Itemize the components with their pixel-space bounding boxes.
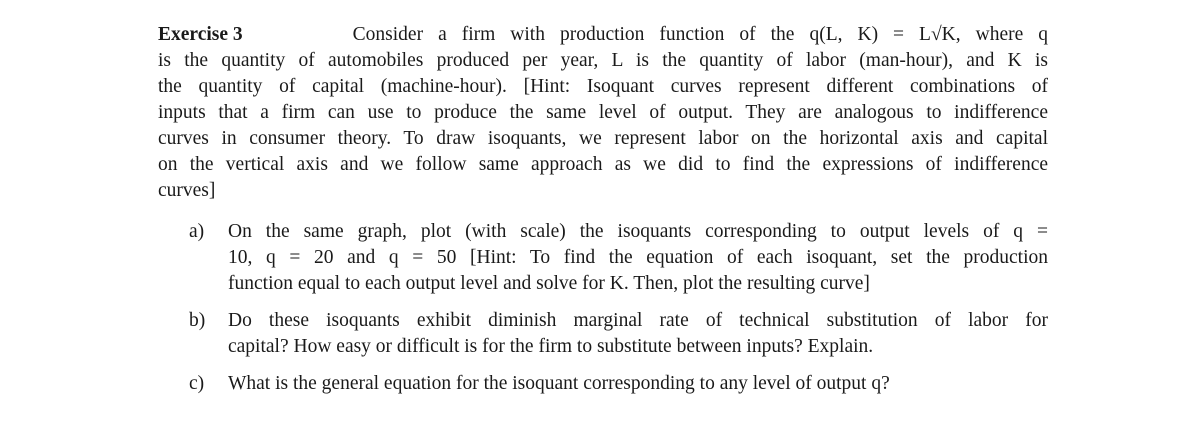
item-marker: b) — [189, 310, 206, 331]
intro-line-1 — [158, 22, 1048, 48]
question-text-line: function equal to each output level and solve for K. Then, plot the resulting curve] — [228, 273, 870, 294]
intro-text-line: is the quantity of automobiles produced per year, L is the quantity of labor (man-hour), and K is — [158, 50, 1048, 71]
intro-text-line: inputs that a firm can use to produce the same level of output. They are analogous to indifference — [158, 102, 1048, 123]
question-item-b — [158, 308, 1048, 360]
question-item-a — [158, 219, 1048, 297]
question-text-line: What is the general equation for the isoquant corresponding to any level of output q? — [228, 373, 890, 394]
question-text-line: 10, q = 20 and q = 50 [Hint: To find the equation of each isoquant, set the production — [228, 247, 1048, 268]
intro-text-line: on the vertical axis and we follow same approach as we did to find the expressions of indifference — [158, 154, 1048, 175]
intro-text-line: curves in consumer theory. To draw isoquants, we represent labor on the horizontal axis and capital — [158, 128, 1048, 149]
item-marker: c) — [189, 373, 205, 394]
question-item-c — [158, 371, 1048, 397]
question-text-line: On the same graph, plot (with scale) the isoquants corresponding to output levels of q = — [228, 221, 1048, 242]
question-list — [158, 219, 1048, 397]
item-marker: a) — [189, 221, 205, 242]
question-text-line: Do these isoquants exhibit diminish marginal rate of technical substitution of labor for — [228, 310, 1048, 331]
intro-text-line: curves] — [158, 180, 216, 201]
question-text-line: capital? How easy or difficult is for the firm to substitute between inputs? Explain. — [228, 336, 874, 357]
exercise-document — [158, 22, 1048, 408]
intro-text-line: Consider a firm with production function of the q(L, K) = L√K, where q — [352, 24, 1048, 45]
intro-text-line: the quantity of capital (machine-hour). [Hint: Isoquant curves represent different combinations of — [158, 76, 1048, 97]
exercise-title: Exercise 3 — [158, 24, 243, 45]
